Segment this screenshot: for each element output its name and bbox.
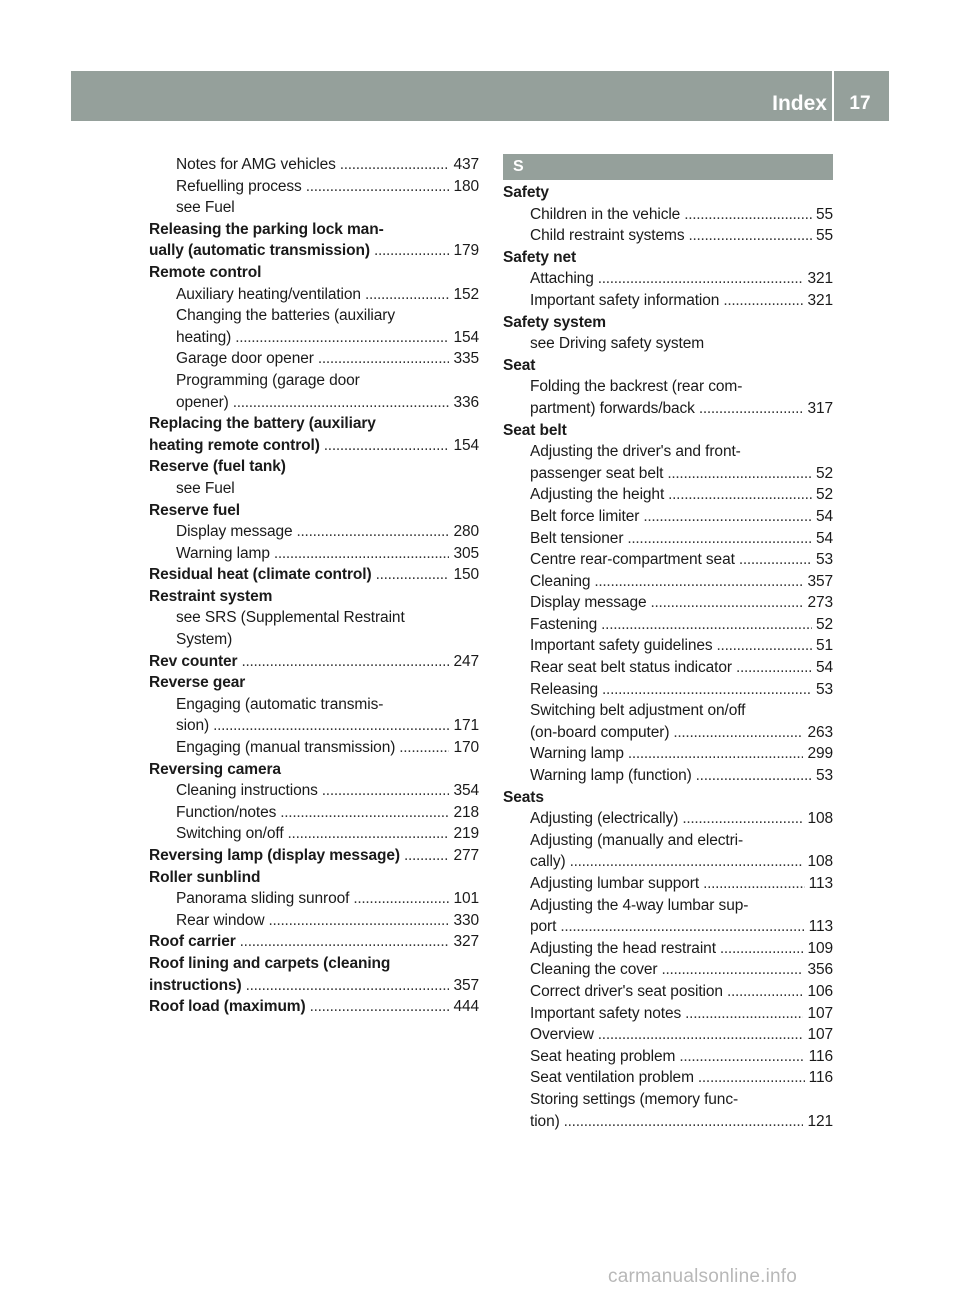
index-subentry: [503, 938, 833, 960]
entry-text: Safety: [503, 184, 549, 201]
page-reference[interactable]: 299: [807, 745, 833, 763]
dot-leader: [322, 780, 450, 802]
entry-text: cally): [530, 853, 566, 871]
dot-leader: [374, 240, 449, 262]
index-entry: [149, 435, 479, 457]
index-subentry: [149, 694, 479, 716]
entry-text: Releasing: [530, 680, 599, 698]
dot-leader: [717, 635, 812, 657]
entry-text: opener): [176, 393, 229, 411]
index-entry: [503, 787, 833, 809]
index-subentry: [503, 1024, 833, 1046]
entry-text: Adjusting the head restraint: [530, 939, 716, 957]
dot-leader: [684, 204, 812, 226]
entry-text: Reversing lamp (display message): [149, 847, 400, 864]
entry-text: Refuelling process: [176, 177, 302, 195]
page-reference[interactable]: 179: [453, 242, 479, 260]
page-reference[interactable]: 277: [453, 847, 479, 864]
page-reference[interactable]: 109: [807, 939, 833, 957]
index-subentry: [503, 268, 833, 290]
entry-text: Adjusting the driver's and front-: [530, 443, 741, 461]
entry-text: Roller sunblind: [149, 868, 261, 886]
entry-text: Adjusting lumbar support: [530, 875, 700, 892]
dot-leader: [598, 268, 804, 290]
entry-text: Reverse gear: [149, 674, 246, 692]
entry-text: Warning lamp: [176, 544, 270, 562]
index-subentry: [503, 743, 833, 765]
dot-leader: [318, 348, 450, 370]
page-reference[interactable]: 336: [453, 393, 479, 411]
index-subentry: [503, 851, 833, 873]
index-subentry: [149, 737, 479, 759]
index-entry: [149, 996, 479, 1018]
index-subentry: [149, 888, 479, 910]
index-subentry: [503, 506, 833, 528]
index-subentry: [149, 802, 479, 824]
entry-text: Important safety information: [530, 291, 720, 309]
entry-text: Adjusting the height: [530, 486, 665, 504]
index-subentry: [503, 700, 833, 722]
dot-leader: [651, 592, 804, 614]
index-subentry: [503, 830, 833, 852]
entry-text: Releasing the parking lock man-: [149, 220, 384, 238]
index-subentry: [503, 290, 833, 312]
dot-leader: [560, 916, 804, 938]
page-reference[interactable]: 52: [815, 486, 833, 504]
dot-leader: [353, 888, 449, 910]
entry-text: Switching on/off: [176, 825, 284, 843]
index-entry: [149, 931, 479, 953]
index-column-right: [503, 154, 833, 1132]
entry-text: Remote control: [149, 263, 262, 281]
page-reference[interactable]: 108: [807, 853, 833, 871]
page-reference[interactable]: 218: [453, 803, 479, 821]
page-reference[interactable]: 107: [807, 1026, 833, 1044]
index-subentry: [149, 521, 479, 543]
page-reference[interactable]: 52: [815, 464, 833, 482]
index-subentry: [149, 305, 479, 327]
entry-text: Cleaning the cover: [530, 961, 658, 979]
page-reference[interactable]: 170: [453, 739, 479, 757]
index-entry: [149, 975, 479, 997]
dot-leader: [720, 938, 804, 960]
index-entry: [149, 651, 479, 673]
entry-text: see SRS (Supplemental Restraint: [176, 609, 405, 627]
index-entry: [503, 247, 833, 269]
entry-text: Reserve (fuel tank): [149, 458, 286, 476]
page-reference[interactable]: 116: [808, 1069, 833, 1087]
dot-leader: [297, 521, 450, 543]
index-subentry: [149, 910, 479, 932]
index-entry: [149, 759, 479, 781]
index-subentry: [149, 327, 479, 349]
index-entry: [149, 672, 479, 694]
index-subentry: [503, 528, 833, 550]
index-subentry: [149, 543, 479, 565]
entry-text: Display message: [530, 594, 647, 612]
index-subentry: [503, 873, 833, 895]
dot-leader: [628, 743, 804, 765]
index-subentry: [503, 981, 833, 1003]
index-subentry: [503, 959, 833, 981]
entry-text: Auxiliary heating/ventilation: [176, 285, 361, 303]
entry-text: Reserve fuel: [149, 501, 240, 519]
entry-text: Programming (garage door: [176, 371, 360, 389]
dot-leader: [696, 765, 812, 787]
entry-text: Rear seat belt status indicator: [530, 659, 732, 677]
index-entries: [503, 182, 833, 1132]
entry-text: Seat heating problem: [530, 1047, 676, 1065]
dot-leader: [727, 981, 804, 1003]
entry-text: passenger seat belt: [530, 464, 664, 482]
index-entry: [149, 456, 479, 478]
page-reference[interactable]: 327: [453, 933, 479, 951]
index-subentry: [503, 916, 833, 938]
watermark: carmanualsonline.info: [608, 1266, 798, 1287]
entry-text: Restraint system: [149, 587, 273, 605]
page-reference[interactable]: 54: [815, 507, 833, 525]
dot-leader: [246, 975, 450, 997]
index-subentry: [149, 780, 479, 802]
entry-text: Adjusting the 4-way lumbar sup-: [530, 896, 749, 914]
dot-leader: [564, 1111, 804, 1133]
entry-text: Roof load (maximum): [149, 998, 306, 1016]
entry-text: ually (automatic transmission): [149, 242, 370, 260]
entry-text: Attaching: [530, 270, 594, 288]
entry-text: Safety system: [503, 313, 606, 331]
dot-leader: [679, 1046, 804, 1068]
header-divider: [832, 71, 834, 121]
page-reference[interactable]: 53: [815, 767, 833, 785]
entry-text: Important safety notes: [530, 1004, 682, 1022]
page-reference[interactable]: 305: [453, 544, 479, 562]
dot-leader: [667, 463, 812, 485]
page-reference[interactable]: 354: [453, 782, 479, 800]
page-reference[interactable]: 51: [815, 637, 833, 655]
index-column-left: [149, 154, 479, 1018]
index-subentry: [503, 635, 833, 657]
index-entry: [149, 953, 479, 975]
page-reference[interactable]: 107: [807, 1004, 833, 1022]
entry-text: Adjusting (electrically): [530, 810, 679, 828]
page-reference[interactable]: 113: [808, 875, 833, 892]
index-subentry: [149, 629, 479, 651]
index-subentry: [503, 333, 833, 355]
page-reference[interactable]: 171: [453, 717, 479, 735]
index-subentry: [149, 284, 479, 306]
page-reference[interactable]: 54: [815, 529, 833, 547]
index-subentry: [503, 204, 833, 226]
index-subentry: [503, 441, 833, 463]
index-subentry: [503, 614, 833, 636]
entry-text: Important safety guidelines: [530, 637, 713, 655]
page-reference[interactable]: 357: [807, 572, 833, 590]
page-reference[interactable]: 154: [453, 436, 479, 454]
index-entry: [149, 240, 479, 262]
dot-leader: [673, 722, 803, 744]
index-entry: [149, 413, 479, 435]
page-reference[interactable]: 317: [807, 399, 833, 417]
entry-text: instructions): [149, 976, 242, 994]
index-subentry: [503, 549, 833, 571]
dot-leader: [699, 398, 804, 420]
page-reference[interactable]: 53: [815, 680, 833, 698]
index-subentry: [149, 176, 479, 198]
entry-text: sion): [176, 717, 210, 735]
entry-text: Seat: [503, 356, 536, 374]
entry-text: partment) forwards/back: [530, 399, 695, 417]
entry-text: Safety net: [503, 248, 577, 266]
entry-text: Seats: [503, 788, 544, 806]
page-reference[interactable]: 321: [807, 291, 833, 309]
index-subentry: [503, 765, 833, 787]
dot-leader: [365, 284, 450, 306]
page-reference[interactable]: 273: [807, 594, 833, 612]
index-entry: [503, 355, 833, 377]
entry-text: Child restraint systems: [530, 227, 685, 245]
entry-text: Rear window: [176, 911, 265, 929]
index-subentry: [503, 1003, 833, 1025]
page-reference[interactable]: 116: [808, 1047, 833, 1065]
index-subentry: [149, 392, 479, 414]
page-reference[interactable]: 180: [453, 177, 479, 195]
entry-text: Rev counter: [149, 652, 238, 670]
dot-leader: [241, 651, 449, 673]
page-reference[interactable]: 101: [453, 890, 479, 908]
dot-leader: [627, 528, 812, 550]
entry-text: Seat belt: [503, 421, 567, 439]
entry-text: Garage door opener: [176, 350, 314, 368]
entry-text: Changing the batteries (auxiliary: [176, 307, 395, 325]
index-subentry: [503, 1089, 833, 1111]
index-subentry: [149, 607, 479, 629]
page-reference[interactable]: 55: [815, 205, 833, 223]
page-reference[interactable]: 219: [453, 825, 479, 843]
dot-leader: [306, 176, 450, 198]
entry-text: Folding the backrest (rear com-: [530, 378, 743, 396]
index-subentry: [503, 463, 833, 485]
entry-text: Roof lining and carpets (cleaning: [149, 954, 391, 972]
page-reference[interactable]: 357: [453, 976, 479, 994]
entry-text: Correct driver's seat position: [530, 982, 723, 1000]
dot-leader: [324, 435, 450, 457]
entry-text: see Driving safety system: [530, 335, 705, 353]
index-subentry: [149, 715, 479, 737]
entry-text: Cleaning: [530, 572, 591, 590]
dot-leader: [404, 845, 450, 867]
index-subentry: [503, 1111, 833, 1133]
index-subentry: [149, 348, 479, 370]
dot-leader: [399, 737, 449, 759]
entry-text: Panorama sliding sunroof: [176, 890, 350, 908]
index-subentry: [503, 895, 833, 917]
entry-text: tion): [530, 1112, 560, 1130]
index-entry: [149, 219, 479, 241]
index-subentry: [149, 197, 479, 219]
entry-text: System): [176, 631, 233, 649]
entry-text: Cleaning instructions: [176, 782, 318, 800]
page-reference[interactable]: 108: [807, 810, 833, 828]
page-reference[interactable]: 154: [453, 328, 479, 346]
index-subentry: [149, 154, 479, 176]
index-entry: [503, 420, 833, 442]
dot-leader: [688, 225, 811, 247]
index-entry: [149, 867, 479, 889]
dot-leader: [280, 802, 449, 824]
index-subentry: [503, 484, 833, 506]
page-reference[interactable]: 152: [453, 285, 479, 303]
dot-leader: [233, 392, 450, 414]
dot-leader: [288, 823, 450, 845]
dot-leader: [685, 1003, 803, 1025]
index-subentry: [503, 808, 833, 830]
dot-leader: [643, 506, 812, 528]
entry-text: Children in the vehicle: [530, 205, 681, 223]
page-reference[interactable]: 321: [807, 270, 833, 288]
index-subentry: [503, 722, 833, 744]
index-subentry: [149, 370, 479, 392]
index-subentry: [503, 1046, 833, 1068]
entry-text: Centre rear-compartment seat: [530, 551, 735, 569]
page-reference[interactable]: 330: [453, 911, 479, 929]
page-reference[interactable]: 263: [807, 723, 833, 741]
index-subentry: [503, 398, 833, 420]
index-subentry: [503, 225, 833, 247]
index-subentry: [149, 478, 479, 500]
index-subentry: [503, 679, 833, 701]
dot-leader: [598, 1024, 804, 1046]
page-reference[interactable]: 247: [453, 652, 479, 670]
page-reference[interactable]: 113: [808, 918, 833, 936]
index-subentry: [503, 1067, 833, 1089]
index-entry: [149, 564, 479, 586]
entry-text: Replacing the battery (auxiliary: [149, 415, 376, 433]
dot-leader: [310, 996, 450, 1018]
entry-text: Warning lamp (function): [530, 767, 692, 785]
dot-leader: [594, 571, 803, 593]
page-reference[interactable]: 356: [807, 961, 833, 979]
entry-text: Belt tensioner: [530, 529, 624, 547]
page-reference[interactable]: 106: [807, 982, 833, 1000]
entry-text: see Fuel: [176, 199, 235, 217]
entry-text: port: [530, 918, 557, 936]
index-entry: [503, 312, 833, 334]
entry-text: Reversing camera: [149, 760, 281, 778]
entry-text: Storing settings (memory func-: [530, 1090, 739, 1108]
entry-text: (on-board computer): [530, 723, 670, 741]
entry-text: Engaging (automatic transmis-: [176, 695, 384, 713]
index-entry: [149, 262, 479, 284]
dot-leader: [240, 931, 450, 953]
entry-text: heating): [176, 328, 232, 346]
entry-text: Display message: [176, 523, 293, 541]
index-subentry: [149, 823, 479, 845]
index-subentry: [503, 376, 833, 398]
index-entry: [503, 182, 833, 204]
page-reference[interactable]: 335: [453, 350, 479, 368]
dot-leader: [739, 549, 812, 571]
entry-text: Function/notes: [176, 803, 277, 821]
dot-leader: [668, 484, 812, 506]
index-entry: [149, 500, 479, 522]
dot-leader: [698, 1067, 805, 1089]
dot-leader: [376, 564, 450, 586]
page-reference[interactable]: 53: [815, 551, 833, 569]
dot-leader: [661, 959, 803, 981]
index-entry: [149, 586, 479, 608]
entry-text: Roof carrier: [149, 933, 236, 951]
entry-text: Adjusting (manually and electri-: [530, 831, 744, 849]
page-reference[interactable]: 121: [807, 1112, 833, 1130]
entry-text: Warning lamp: [530, 745, 624, 763]
dot-leader: [274, 543, 450, 565]
index-subentry: [503, 571, 833, 593]
page-number: 17: [849, 93, 871, 114]
dot-leader: [235, 327, 449, 349]
dot-leader: [736, 657, 812, 679]
index-entry: [149, 845, 479, 867]
entry-text: Fastening: [530, 615, 598, 633]
section-letter-heading: S: [503, 154, 833, 180]
dot-leader: [340, 154, 450, 176]
entry-text: Switching belt adjustment on/off: [530, 702, 746, 720]
dot-leader: [570, 851, 804, 873]
entry-text: Overview: [530, 1026, 594, 1044]
entry-text: Seat ventilation problem: [530, 1069, 694, 1087]
page-reference[interactable]: 55: [815, 227, 833, 245]
dot-leader: [723, 290, 803, 312]
dot-leader: [601, 614, 812, 636]
entry-text: Engaging (manual transmission): [176, 739, 396, 757]
entry-text: see Fuel: [176, 479, 235, 497]
dot-leader: [269, 910, 450, 932]
dot-leader: [703, 873, 805, 895]
page-reference[interactable]: 444: [453, 998, 479, 1016]
page-reference[interactable]: 150: [453, 566, 479, 584]
dot-leader: [602, 679, 812, 701]
index-subentry: [503, 657, 833, 679]
entry-text: Residual heat (climate control): [149, 566, 372, 584]
page-reference[interactable]: 437: [453, 156, 479, 173]
entry-text: Notes for AMG vehicles: [176, 156, 336, 173]
page-reference[interactable]: 54: [815, 659, 833, 677]
entry-text: Belt force limiter: [530, 507, 640, 525]
page-reference[interactable]: 52: [815, 615, 833, 633]
dot-leader: [213, 715, 449, 737]
page-reference[interactable]: 280: [453, 523, 479, 541]
page-title: Index: [772, 92, 827, 115]
index-subentry: [503, 592, 833, 614]
entry-text: heating remote control): [149, 436, 320, 454]
dot-leader: [682, 808, 803, 830]
